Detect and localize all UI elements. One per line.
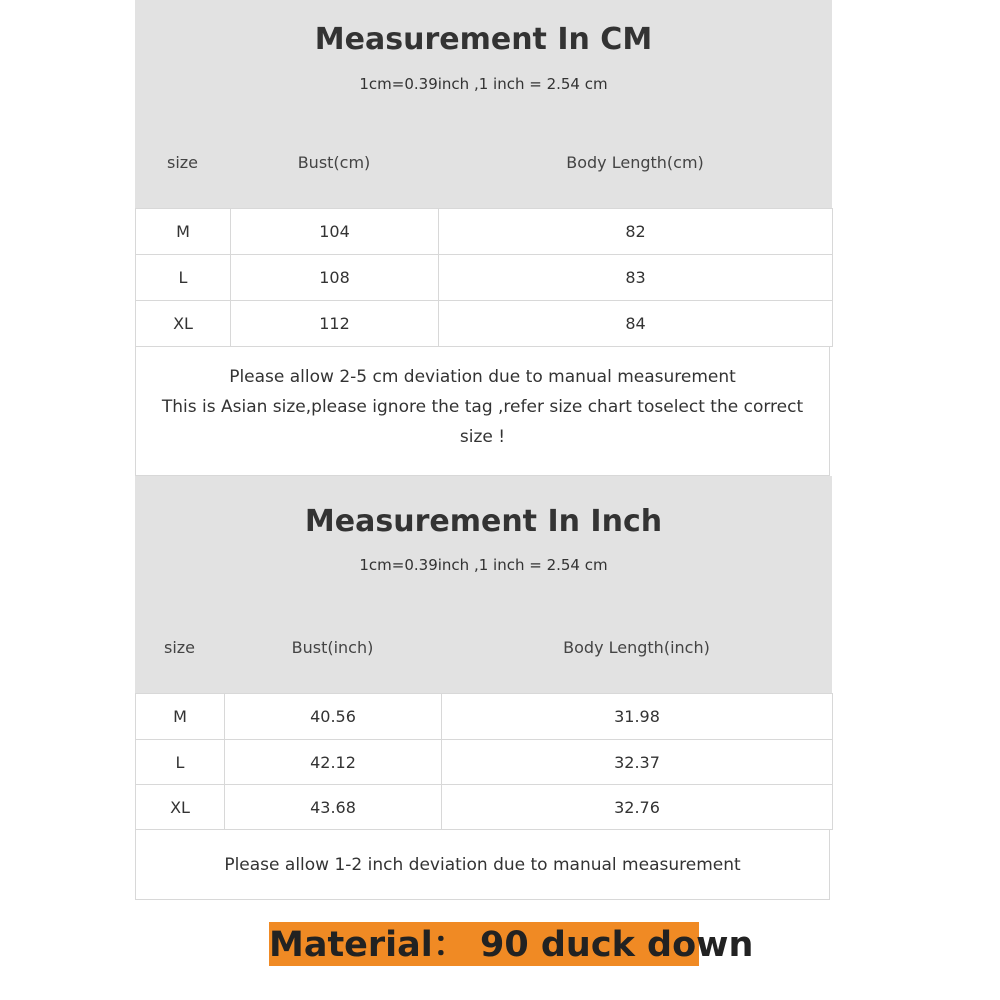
bust-cell: 40.56	[225, 694, 442, 740]
table-row	[136, 255, 833, 301]
size-chart	[135, 0, 832, 900]
size-cell: M	[136, 694, 225, 740]
cm-header-block	[135, 0, 832, 208]
cm-note	[135, 347, 830, 476]
length-cell: 32.37	[442, 740, 833, 785]
size-cell: XL	[136, 301, 231, 347]
table-row	[136, 301, 833, 347]
size-cell: L	[136, 740, 225, 785]
length-cell: 84	[439, 301, 833, 347]
inch-header-block	[135, 476, 832, 693]
size-cell: L	[136, 255, 231, 301]
inch-title: Measurement In Inch	[304, 504, 663, 539]
inch-subtitle: 1cm=0.39inch ,1 inch = 2.54 cm	[359, 556, 608, 574]
length-cell: 82	[439, 209, 833, 255]
table-row	[136, 209, 833, 255]
inch-header-length: Body Length(inch)	[563, 638, 710, 657]
bust-cell: 43.68	[225, 785, 442, 830]
table-row	[136, 740, 833, 785]
inch-table	[135, 693, 833, 830]
length-cell: 32.76	[442, 785, 833, 830]
table-row	[136, 694, 833, 740]
inch-header-bust: Bust(inch)	[291, 638, 374, 657]
bust-cell: 108	[231, 255, 439, 301]
cm-note-line-2: This is Asian size,please ignore the tag ,refer size chart toselect the correct	[161, 397, 804, 417]
cm-header-size: size	[166, 153, 199, 172]
length-cell: 31.98	[442, 694, 833, 740]
material-banner: Material： 90 duck down	[269, 922, 699, 966]
cm-subtitle: 1cm=0.39inch ,1 inch = 2.54 cm	[359, 75, 608, 93]
bust-cell: 104	[231, 209, 439, 255]
cm-note-line-1: Please allow 2-5 cm deviation due to manual measurement	[229, 367, 736, 387]
bust-cell: 42.12	[225, 740, 442, 785]
size-cell: M	[136, 209, 231, 255]
inch-note-line: Please allow 1-2 inch deviation due to manual measurement	[224, 855, 741, 875]
inch-note	[135, 830, 830, 900]
length-cell: 83	[439, 255, 833, 301]
size-cell: XL	[136, 785, 225, 830]
cm-header-length: Body Length(cm)	[566, 153, 704, 172]
cm-note-line-3: size !	[459, 427, 506, 447]
table-row	[136, 785, 833, 830]
cm-header-bust: Bust(cm)	[297, 153, 371, 172]
cm-title: Measurement In CM	[314, 22, 653, 57]
bust-cell: 112	[231, 301, 439, 347]
cm-table	[135, 208, 833, 347]
inch-header-size: size	[163, 638, 196, 657]
